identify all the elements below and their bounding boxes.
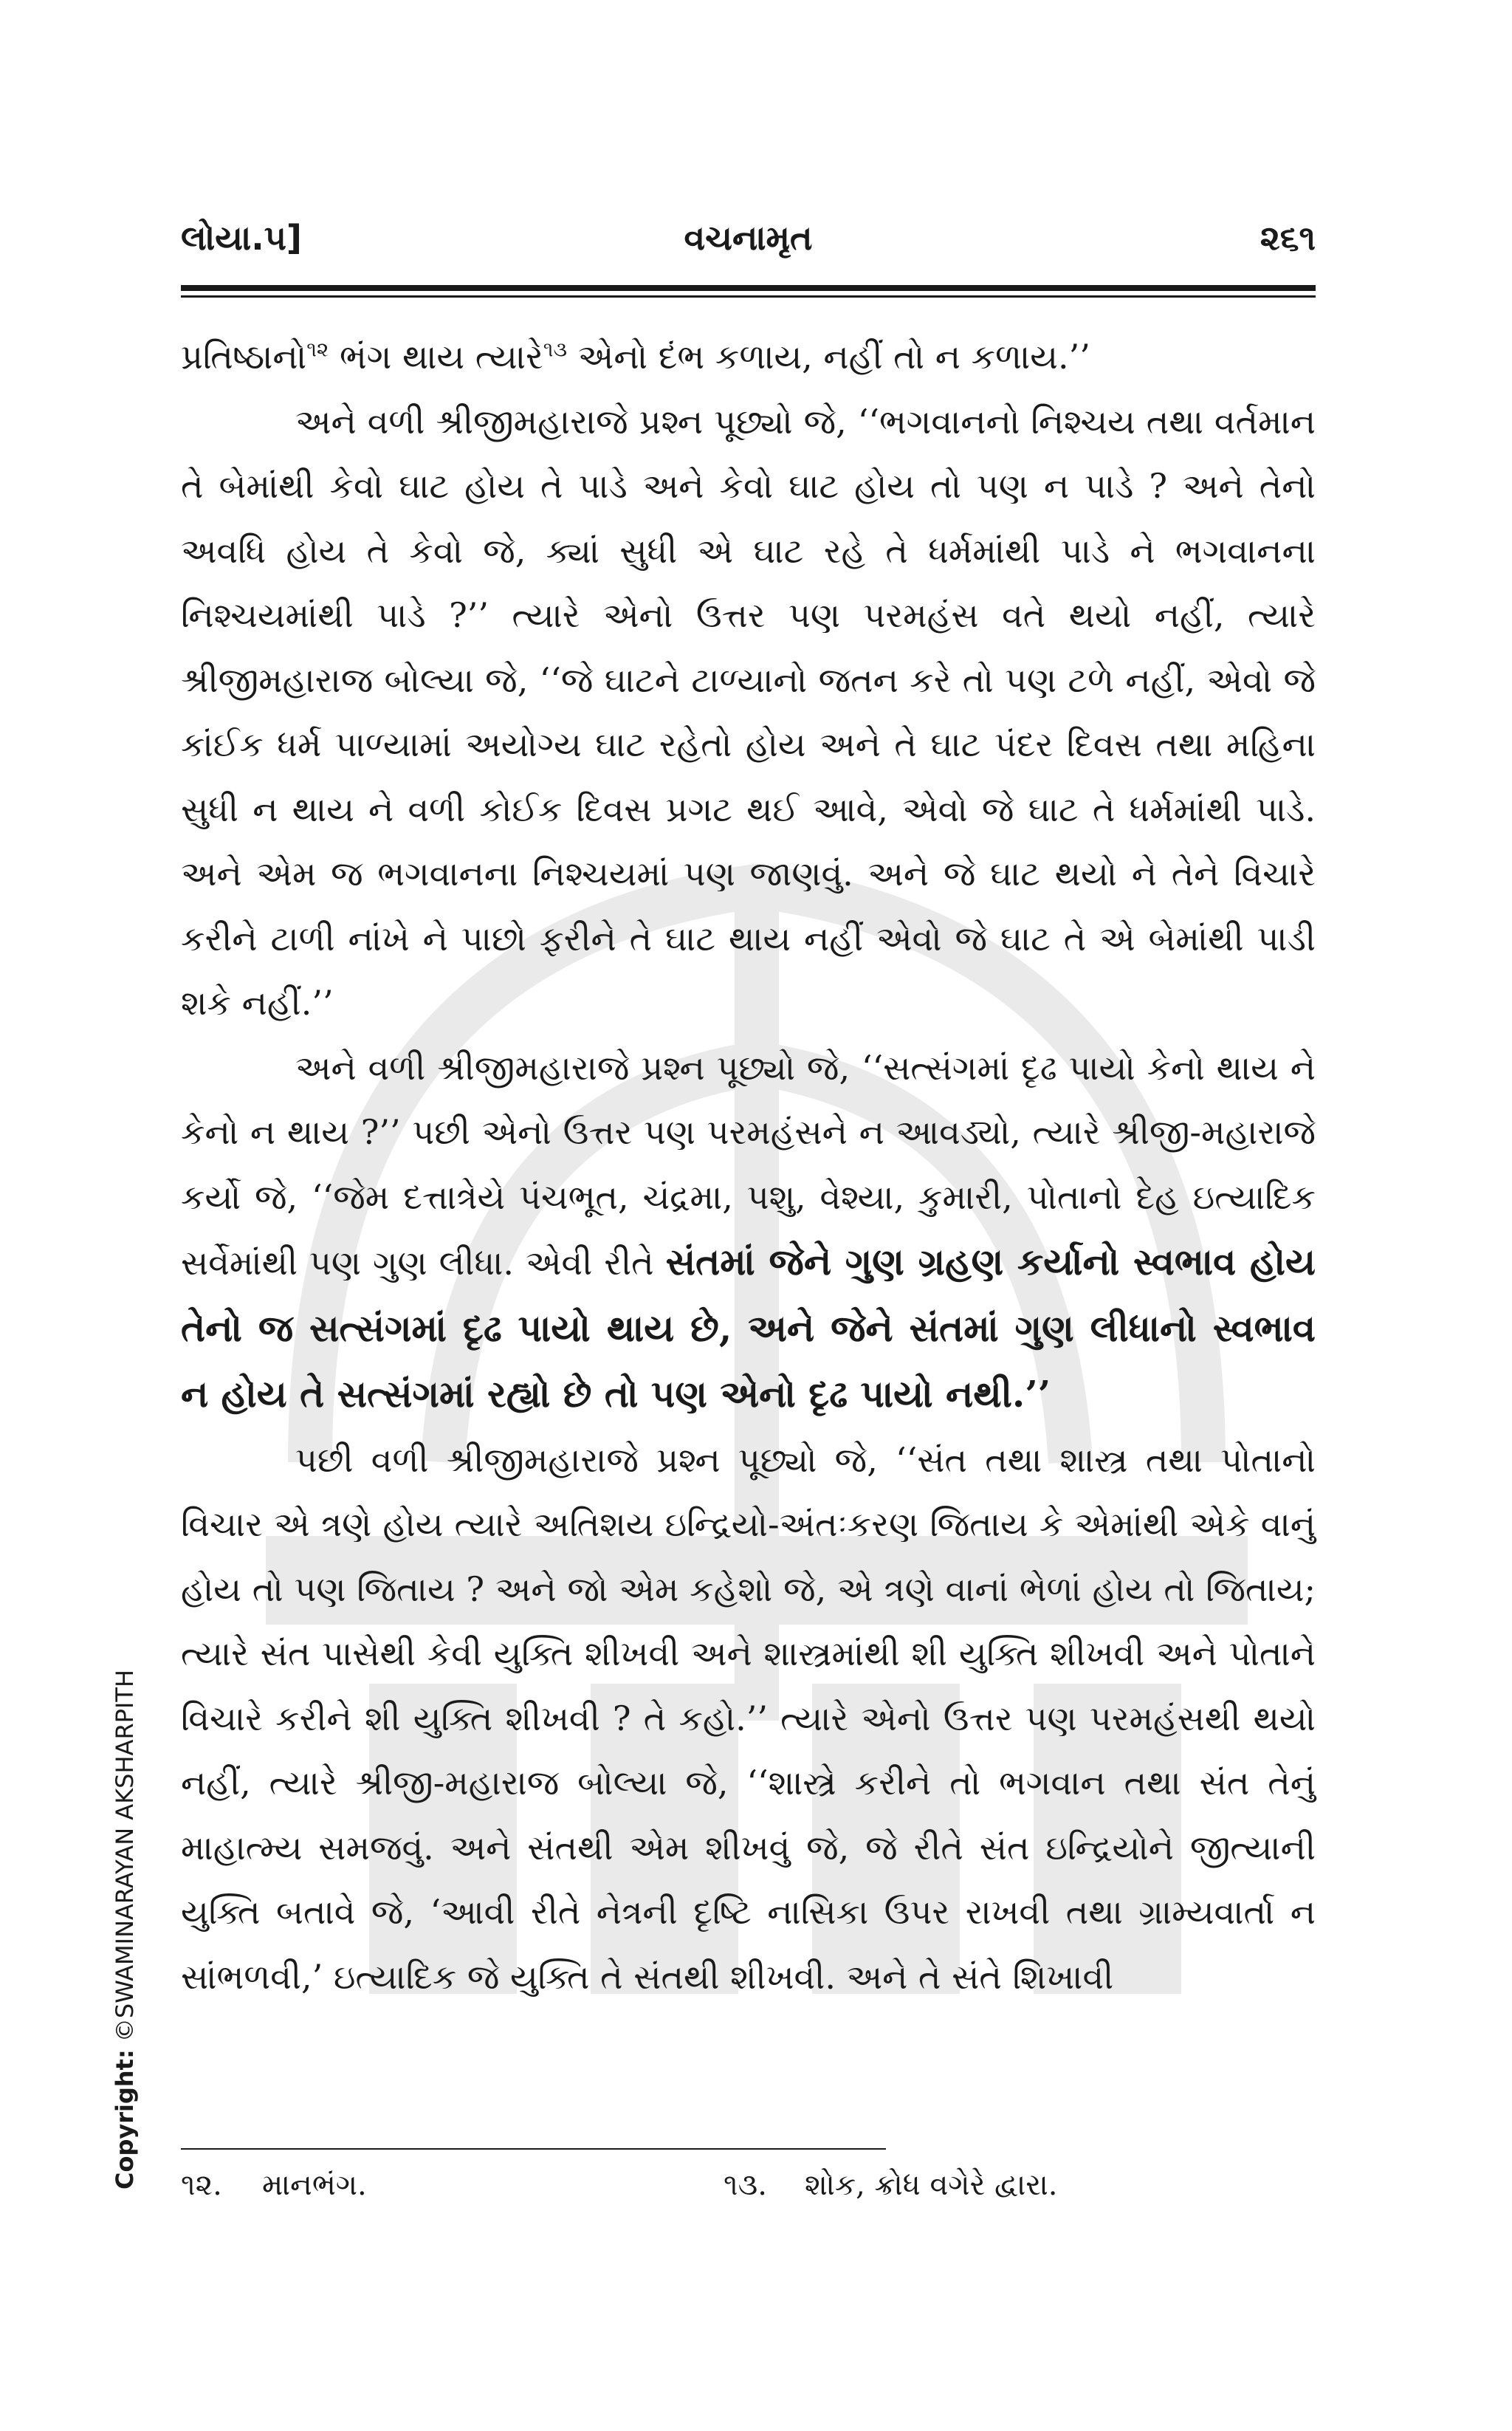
paragraph-2: અને વળી શ્રીજીમહારાજે પ્રશ્ન પૂછ્યો જે, ‘‘ભગવાનનો નિશ્ચય તથા વર્તમાન તે બેમાંથી કેવો ઘાટ હોય તે પાડે અને કેવો ઘાટ હોય તો પણ ન પાડે ? અને તેનો અવધિ હોય તે કેવો જે, ક્યાં સુધી એ ઘાટ રહે તે ધર્મમાંથી પાડે ને ભગવાનના નિશ્ચયમાંથી પાડે ?’’ ત્યારે એનો ઉત્તર પણ પરમહંસ વતે થયો નહીં, ત્યારે શ્રીજીમહારાજ બોલ્યા જે, ‘‘જે ઘાટને ટાળ્યાનો જતન કરે તો પણ ટળે નહીં, એવો જે કાંઈક ધર્મ પાળ્યામાં અયોગ્ય ઘાટ રહેતો હોય અને તે ઘાટ પંદર દિવસ તથા મહિના સુધી ન થાય ને વળી કોઈક દિવસ પ્રગટ થઈ આવે, એવો જે ઘાટ તે ધર્મમાંથી પાડે. અને એમ જ ભગવાનના નિશ્ચયમાં પણ જાણવું. અને જે ઘાટ થયો ને તેને વિચારે કરીને ટાળી નાંખે ને પાછો ફરીને તે ઘાટ થાય નહીં એવો જે ઘાટ તે એ બેમાંથી પાડી શકે નહીં.’’ bbox=[181, 401, 1316, 1023]
copyright-label: Copyright: bbox=[111, 2049, 139, 2190]
footnote-ref-12: ૧૨ bbox=[306, 337, 329, 362]
section-label: લોયા.૫] bbox=[181, 218, 302, 258]
book-title: વચનામૃત bbox=[684, 218, 813, 258]
footnote-text: માનભંગ. bbox=[262, 2168, 367, 2202]
main-text bbox=[181, 325, 1316, 2009]
header-rule-thick bbox=[181, 285, 1316, 291]
page-number: ૨૬૧ bbox=[1260, 218, 1316, 258]
header-rule-thin bbox=[181, 295, 1316, 298]
footnote-13 bbox=[724, 2168, 1058, 2202]
p1-text-b: ભંગ થાય ત્યારે bbox=[329, 337, 543, 377]
p1-text-c: એનો દંભ કળાય, નહીં તો ન કળાય.’’ bbox=[567, 337, 1090, 377]
footnote-rule bbox=[181, 2148, 886, 2150]
paragraph-4: પછી વળી શ્રીજીમહારાજે પ્રશ્ન પૂછ્યો જે, ‘‘સંત તથા શાસ્ત્ર તથા પોતાનો વિચાર એ ત્રણે હોય ત્યારે અતિશય ઇન્દ્રિયો-અંતઃકરણ જિતાય કે એમાંથી એકે વાનું હોય તો પણ જિતાય ? અને જો એમ કહેશો જે, એ ત્રણે વાનાં ભેળાં હોય તો જિતાય; ત્યારે સંત પાસેથી કેવી યુક્તિ શીખવી અને શાસ્ત્રમાંથી શી યુક્તિ શીખવી અને પોતાને વિચારે કરીને શી યુક્તિ શીખવી ? તે કહો.’’ ત્યારે એનો ઉત્તર પણ પરમહંસથી થયો નહીં, ત્યારે શ્રીજી-મહારાજ બોલ્યા જે, ‘‘શાસ્ત્રે કરીને તો ભગવાન તથા સંત તેનું માહાત્મ્ય સમજવું. અને સંતથી એમ શીખવું જે, જે રીતે સંત ઇન્દ્રિયોને જીત્યાની યુક્તિ બતાવે જે, ‘આવી રીતે નેત્રની દૃષ્ટિ નાસિકા ઉપર રાખવી તથા ગ્રામ્યવાર્તા ન સાંભળવી,’ ઇત્યાદિક જે યુક્તિ તે સંતથી શીખવી. અને તે સંતે શિખાવી bbox=[181, 1439, 1316, 1997]
footnote-12 bbox=[181, 2168, 367, 2202]
footnote-text: શોક, ક્રોધ વગેરે દ્વારા. bbox=[805, 2168, 1058, 2202]
paragraph-1 bbox=[181, 325, 1316, 390]
p1-text-a: પ્રતિષ્ઠાનો bbox=[181, 337, 307, 377]
footnote-number: ૧૨. bbox=[181, 2168, 222, 2202]
footnotes bbox=[181, 2168, 1316, 2212]
footnote-number: ૧૩. bbox=[724, 2168, 767, 2202]
running-header bbox=[181, 203, 1316, 262]
copyright-text: ©SWAMINARAYAN AKSHARPITH bbox=[111, 1669, 139, 2050]
paragraph-3 bbox=[181, 1036, 1316, 1428]
p3-text: અને વળી શ્રીજીમહારાજે પ્રશ્ન પૂછ્યો જે, ‘‘સત્સંગમાં દૃઢ પાયો કેનો થાય ને કેનો ન થાય ?’’ પછી એનો ઉત્તર પણ પરમહંસને ન આવડ્યો, ત્યારે શ્રીજી-મહારાજે કર્યો જે, ‘‘જેમ દત્તાત્રેયે પંચભૂત, ચંદ્રમા, પશુ, વેશ્યા, કુમારી, પોતાનો દેહ ઇત્યાદિક સર્વેમાંથી પણ ગુણ લીધા. એવી રીતે bbox=[181, 1047, 1316, 1283]
footnote-ref-13: ૧૩ bbox=[543, 337, 568, 362]
p3-bold-text: સંતમાં જેને ગુણ ગ્રહણ કર્યાનો સ્વભાવ હોય તેનો જ સત્સંગમાં દૃઢ પાયો થાય છે, અને જેને સંતમાં ગુણ લીધાનો સ્વભાવ ન હોય તે સત્સંગમાં રહ્યો છે તો પણ એનો દૃઢ પાયો નથી.’’ bbox=[181, 1240, 1316, 1416]
copyright-notice bbox=[111, 1670, 139, 2190]
